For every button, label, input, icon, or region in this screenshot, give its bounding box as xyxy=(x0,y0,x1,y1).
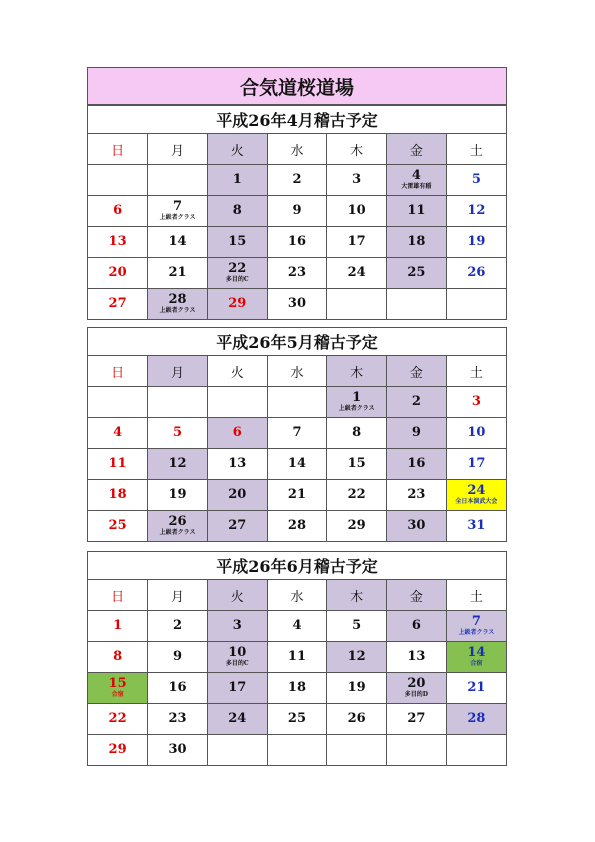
day-cell xyxy=(267,704,327,735)
week-row xyxy=(88,289,506,320)
day-number: 24 xyxy=(347,265,366,280)
day-note: 上級者クラス xyxy=(458,629,495,636)
day-cell xyxy=(207,611,267,642)
day-cell xyxy=(148,611,208,642)
day-number: 12 xyxy=(168,456,187,471)
day-number: 16 xyxy=(287,234,306,249)
day-number: 4 xyxy=(292,618,302,633)
day-number: 5 xyxy=(352,618,362,633)
day-cell xyxy=(88,611,148,642)
day-cell xyxy=(327,642,387,673)
day-cell xyxy=(88,511,148,542)
weekday-header: 火 xyxy=(207,356,267,387)
day-cell xyxy=(207,258,267,289)
day-cell xyxy=(446,289,506,320)
weekday-header: 金 xyxy=(387,580,447,611)
day-cell xyxy=(148,165,208,196)
day-cell xyxy=(207,418,267,449)
day-number: 26 xyxy=(347,711,366,726)
day-cell xyxy=(148,289,208,320)
day-note: 上級者クラス xyxy=(159,307,196,314)
day-number: 19 xyxy=(168,487,187,502)
day-number: 22 xyxy=(228,261,247,276)
day-cell xyxy=(446,227,506,258)
weekday-header: 土 xyxy=(446,580,506,611)
weekday-header: 金 xyxy=(387,134,447,165)
day-number: 15 xyxy=(347,456,366,471)
day-number: 29 xyxy=(108,742,127,757)
day-cell xyxy=(207,735,267,766)
day-number: 7 xyxy=(471,614,481,629)
day-cell xyxy=(267,511,327,542)
weekday-header: 木 xyxy=(327,356,387,387)
weekday-header: 火 xyxy=(207,580,267,611)
day-number: 11 xyxy=(287,649,306,664)
day-cell xyxy=(327,258,387,289)
day-cell xyxy=(88,165,148,196)
week-row xyxy=(88,196,506,227)
day-number: 30 xyxy=(168,742,187,757)
day-number: 19 xyxy=(467,234,486,249)
day-number: 19 xyxy=(347,680,366,695)
month-calendar xyxy=(87,105,507,320)
day-number: 30 xyxy=(287,296,306,311)
day-cell xyxy=(446,449,506,480)
day-cell xyxy=(446,642,506,673)
day-number: 23 xyxy=(407,487,426,502)
day-cell xyxy=(387,704,447,735)
day-number: 20 xyxy=(228,487,247,502)
day-cell xyxy=(387,611,447,642)
day-cell xyxy=(88,196,148,227)
day-number: 15 xyxy=(108,676,127,691)
day-cell xyxy=(207,196,267,227)
day-cell xyxy=(327,611,387,642)
day-cell xyxy=(327,511,387,542)
month-title: 平成26年6月稽古予定 xyxy=(88,552,506,580)
day-cell xyxy=(387,196,447,227)
day-note: 上級者クラス xyxy=(338,405,375,412)
day-number: 25 xyxy=(407,265,426,280)
day-cell xyxy=(387,418,447,449)
day-number: 10 xyxy=(467,425,486,440)
day-number: 13 xyxy=(228,456,247,471)
day-cell xyxy=(207,165,267,196)
week-row xyxy=(88,611,506,642)
day-number: 16 xyxy=(407,456,426,471)
day-cell xyxy=(148,673,208,704)
day-cell xyxy=(387,258,447,289)
day-cell xyxy=(267,480,327,511)
day-cell xyxy=(207,387,267,418)
day-number: 2 xyxy=(173,618,183,633)
day-cell xyxy=(267,227,327,258)
day-cell xyxy=(148,418,208,449)
day-number: 14 xyxy=(168,234,187,249)
day-number: 10 xyxy=(347,203,366,218)
day-cell xyxy=(148,258,208,289)
day-cell xyxy=(267,735,327,766)
day-cell xyxy=(207,704,267,735)
week-row xyxy=(88,449,506,480)
day-number: 21 xyxy=(467,680,486,695)
day-cell xyxy=(148,735,208,766)
day-number: 17 xyxy=(467,456,486,471)
day-number: 12 xyxy=(347,649,366,664)
day-number: 23 xyxy=(168,711,187,726)
day-number: 29 xyxy=(228,296,247,311)
day-number: 18 xyxy=(108,487,127,502)
day-number: 7 xyxy=(173,199,183,214)
calendar-grid xyxy=(88,134,506,319)
day-number: 3 xyxy=(352,172,362,187)
day-cell xyxy=(327,289,387,320)
day-number: 25 xyxy=(287,711,306,726)
day-cell xyxy=(446,480,506,511)
week-row xyxy=(88,227,506,258)
day-number: 2 xyxy=(292,172,302,187)
day-cell xyxy=(446,704,506,735)
day-cell xyxy=(267,673,327,704)
day-note: 多目的D xyxy=(404,691,428,698)
day-number: 27 xyxy=(228,518,247,533)
day-number: 23 xyxy=(287,265,306,280)
day-number: 9 xyxy=(173,649,183,664)
day-cell xyxy=(327,418,387,449)
day-cell xyxy=(446,387,506,418)
day-cell xyxy=(387,642,447,673)
month-calendar xyxy=(87,327,507,542)
week-row xyxy=(88,258,506,289)
day-number: 28 xyxy=(287,518,306,533)
calendar-grid xyxy=(88,580,506,765)
day-number: 21 xyxy=(168,265,187,280)
day-number: 12 xyxy=(467,203,486,218)
week-row xyxy=(88,511,506,542)
day-cell xyxy=(148,704,208,735)
day-number: 11 xyxy=(407,203,426,218)
day-cell xyxy=(446,418,506,449)
day-cell xyxy=(446,258,506,289)
month-title: 平成26年5月稽古予定 xyxy=(88,328,506,356)
day-number: 8 xyxy=(352,425,362,440)
day-cell xyxy=(207,673,267,704)
weekday-header: 日 xyxy=(88,580,148,611)
day-cell xyxy=(88,387,148,418)
day-cell xyxy=(446,196,506,227)
day-cell xyxy=(267,449,327,480)
day-number: 7 xyxy=(292,425,302,440)
day-number: 24 xyxy=(228,711,247,726)
weekday-header: 火 xyxy=(207,134,267,165)
weekday-header: 木 xyxy=(327,134,387,165)
day-number: 4 xyxy=(411,168,421,183)
day-cell xyxy=(267,196,327,227)
day-note: 上級者クラス xyxy=(159,214,196,221)
day-number: 5 xyxy=(471,172,481,187)
day-note: 多目的C xyxy=(225,276,249,283)
day-cell xyxy=(327,735,387,766)
day-cell xyxy=(88,480,148,511)
day-number: 18 xyxy=(287,680,306,695)
day-note: 上級者クラス xyxy=(159,529,196,536)
day-number: 26 xyxy=(168,514,187,529)
day-cell xyxy=(148,387,208,418)
weekday-header: 日 xyxy=(88,134,148,165)
day-cell xyxy=(88,673,148,704)
day-cell xyxy=(387,511,447,542)
weekday-header: 日 xyxy=(88,356,148,387)
day-cell xyxy=(148,196,208,227)
day-cell xyxy=(267,387,327,418)
week-row xyxy=(88,418,506,449)
day-number: 6 xyxy=(113,203,123,218)
day-cell xyxy=(327,387,387,418)
weekday-header: 水 xyxy=(267,580,327,611)
day-cell xyxy=(327,673,387,704)
day-cell xyxy=(88,704,148,735)
day-cell xyxy=(207,227,267,258)
day-number: 11 xyxy=(108,456,127,471)
day-cell xyxy=(88,642,148,673)
day-number: 14 xyxy=(287,456,306,471)
day-number: 22 xyxy=(347,487,366,502)
day-cell xyxy=(88,735,148,766)
day-number: 28 xyxy=(467,711,486,726)
day-cell xyxy=(148,642,208,673)
day-number: 15 xyxy=(228,234,247,249)
weekday-header: 水 xyxy=(267,356,327,387)
weekday-header: 土 xyxy=(446,134,506,165)
day-number: 1 xyxy=(113,618,123,633)
day-cell xyxy=(327,196,387,227)
day-number: 3 xyxy=(471,394,481,409)
day-cell xyxy=(148,511,208,542)
day-cell xyxy=(267,258,327,289)
day-number: 28 xyxy=(168,292,187,307)
weekday-header: 土 xyxy=(446,356,506,387)
day-cell xyxy=(88,227,148,258)
day-cell xyxy=(387,735,447,766)
day-number: 14 xyxy=(467,645,486,660)
day-number: 9 xyxy=(411,425,421,440)
day-cell xyxy=(327,704,387,735)
day-number: 10 xyxy=(228,645,247,660)
day-cell xyxy=(387,449,447,480)
day-number: 6 xyxy=(411,618,421,633)
day-cell xyxy=(327,227,387,258)
day-cell xyxy=(148,449,208,480)
day-number: 25 xyxy=(108,518,127,533)
weekday-header: 木 xyxy=(327,580,387,611)
day-number: 24 xyxy=(467,483,486,498)
day-cell xyxy=(267,165,327,196)
day-cell xyxy=(207,511,267,542)
calendar-grid xyxy=(88,356,506,541)
weekday-header-row xyxy=(88,134,506,165)
day-number: 31 xyxy=(467,518,486,533)
day-number: 8 xyxy=(113,649,123,664)
day-number: 1 xyxy=(352,390,362,405)
day-number: 1 xyxy=(232,172,242,187)
day-cell xyxy=(148,227,208,258)
day-cell xyxy=(88,258,148,289)
day-cell xyxy=(387,165,447,196)
day-cell xyxy=(446,611,506,642)
day-cell xyxy=(148,480,208,511)
day-cell xyxy=(387,289,447,320)
weekday-header: 月 xyxy=(148,356,208,387)
day-cell xyxy=(267,418,327,449)
day-note: 大雷雄有稲 xyxy=(401,183,432,190)
day-number: 20 xyxy=(407,676,426,691)
day-number: 3 xyxy=(232,618,242,633)
day-cell xyxy=(387,480,447,511)
weekday-header: 金 xyxy=(387,356,447,387)
day-number: 20 xyxy=(108,265,127,280)
week-row xyxy=(88,165,506,196)
day-number: 22 xyxy=(108,711,127,726)
day-number: 16 xyxy=(168,680,187,695)
day-number: 17 xyxy=(347,234,366,249)
day-number: 26 xyxy=(467,265,486,280)
day-cell xyxy=(327,165,387,196)
week-row xyxy=(88,387,506,418)
day-cell xyxy=(267,289,327,320)
week-row xyxy=(88,642,506,673)
day-cell xyxy=(387,673,447,704)
day-number: 21 xyxy=(287,487,306,502)
day-number: 27 xyxy=(407,711,426,726)
day-cell xyxy=(387,227,447,258)
day-note: 全日本演武大会 xyxy=(455,498,498,505)
day-number: 13 xyxy=(407,649,426,664)
day-number: 13 xyxy=(108,234,127,249)
weekday-header-row xyxy=(88,580,506,611)
day-number: 17 xyxy=(228,680,247,695)
day-number: 5 xyxy=(173,425,183,440)
week-row xyxy=(88,704,506,735)
page-title: 合気道桜道場 xyxy=(87,67,507,105)
day-cell xyxy=(207,480,267,511)
week-row xyxy=(88,480,506,511)
week-row xyxy=(88,673,506,704)
day-number: 29 xyxy=(347,518,366,533)
day-number: 9 xyxy=(292,203,302,218)
day-cell xyxy=(267,642,327,673)
day-number: 27 xyxy=(108,296,127,311)
weekday-header-row xyxy=(88,356,506,387)
day-cell xyxy=(88,289,148,320)
day-number: 2 xyxy=(411,394,421,409)
weekday-header: 水 xyxy=(267,134,327,165)
month-title: 平成26年4月稽古予定 xyxy=(88,106,506,134)
weekday-header: 月 xyxy=(148,580,208,611)
day-note: 多目的C xyxy=(225,660,249,667)
day-cell xyxy=(387,387,447,418)
day-cell xyxy=(446,511,506,542)
day-cell xyxy=(446,673,506,704)
day-cell xyxy=(327,449,387,480)
day-cell xyxy=(267,611,327,642)
month-calendar xyxy=(87,551,507,766)
day-cell xyxy=(207,449,267,480)
day-number: 8 xyxy=(232,203,242,218)
day-number: 30 xyxy=(407,518,426,533)
day-number: 4 xyxy=(113,425,123,440)
day-cell xyxy=(446,165,506,196)
day-note: 合宿 xyxy=(111,691,124,698)
day-cell xyxy=(446,735,506,766)
week-row xyxy=(88,735,506,766)
day-cell xyxy=(207,289,267,320)
day-cell xyxy=(327,480,387,511)
day-cell xyxy=(88,449,148,480)
day-note: 合宿 xyxy=(470,660,483,667)
day-cell xyxy=(88,418,148,449)
weekday-header: 月 xyxy=(148,134,208,165)
day-number: 18 xyxy=(407,234,426,249)
day-number: 6 xyxy=(232,425,242,440)
day-cell xyxy=(207,642,267,673)
